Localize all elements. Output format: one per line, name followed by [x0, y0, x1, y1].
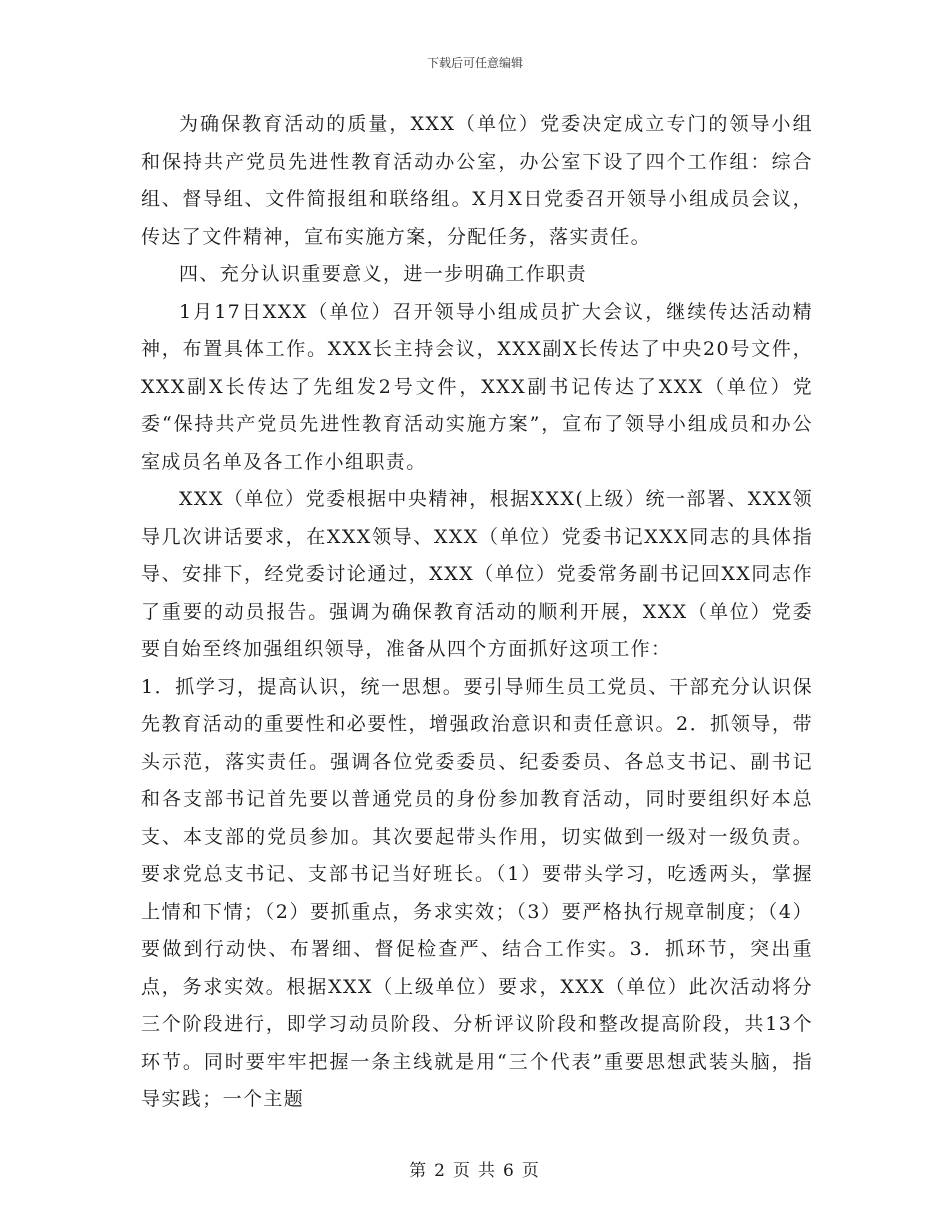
- paragraph: 1月17日XXX（单位）召开领导小组成员扩大会议，继续传达活动精神，布置具体工作。XXX长主持会议，XXX副X长传达了中央20号文件，XXX副X长传达了先组发2号文件，XXX副书记传达了XXX（单位）党委“保持共产党员先进性教育活动实施方案”，宣布了领导小组成员和办公室成员名单及各工作小组职责。: [141, 300, 813, 473]
- paragraph: 为确保教育活动的质量，XXX（单位）党委决定成立专门的领导小组和保持共产党员先进性教育活动办公室，办公室下设了四个工作组：综合组、督导组、文件简报组和联络组。X月X日党委召开领导小组成员会议，传达了文件精神，宣布实施方案，分配任务，落实责任。: [141, 113, 813, 248]
- paragraph: 1．抓学习，提高认识，统一思想。要引导师生员工党员、干部充分认识保先教育活动的重要性和必要性，增强政治意识和责任意识。2．抓领导，带头示范，落实责任。强调各位党委委员、纪委委员、各总支书记、副书记和各支部书记首先要以普通党员的身份参加教育活动，同时要组织好本总支、本支部的党员参加。其次要起带头作用，切实做到一级对一级负责。要求党总支书记、支部书记当好班长。（1）要带头学习，吃透两头，掌握上情和下情；（2）要抓重点，务求实效；（3）要严格执行规章制度；（4）要做到行动快、布署细、督促检查严、结合工作实。3．抓环节，突出重点，务求实效。根据XXX（上级单位）要求，XXX（单位）此次活动将分三个阶段进行，即学习动员阶段、分析评议阶段和整改提高阶段，共13个环节。同时要牢牢把握一条主线就是用“三个代表”重要思想武装头脑，指导实践；一个主题: [141, 675, 813, 1110]
- page-number-current: 2: [434, 1161, 447, 1181]
- page-number-total: 6: [503, 1161, 516, 1181]
- section-heading: 四、充分认识重要意义，进一步明确工作职责: [179, 263, 588, 285]
- document-body: [141, 106, 813, 1119]
- page-number-page-word: 页: [453, 1161, 472, 1181]
- page-header-note: 下载后可任意编辑: [426, 56, 523, 70]
- page-number: [0, 1156, 950, 1181]
- paragraph: XXX（单位）党委根据中央精神，根据XXX(上级）统一部署、XXX领导几次讲话要求，在XXX领导、XXX（单位）党委书记XXX同志的具体指导、安排下，经党委讨论通过，XXX（单位）党委常务副书记回XX同志作了重要的动员报告。强调为确保教育活动的顺利开展，XXX（单位）党委要自始至终加强组织领导，准备从四个方面抓好这项工作：: [141, 488, 813, 660]
- page-number-total-word: 共: [478, 1161, 497, 1181]
- page-number-prefix: 第: [409, 1161, 429, 1181]
- page-number-suffix: 页: [521, 1161, 541, 1181]
